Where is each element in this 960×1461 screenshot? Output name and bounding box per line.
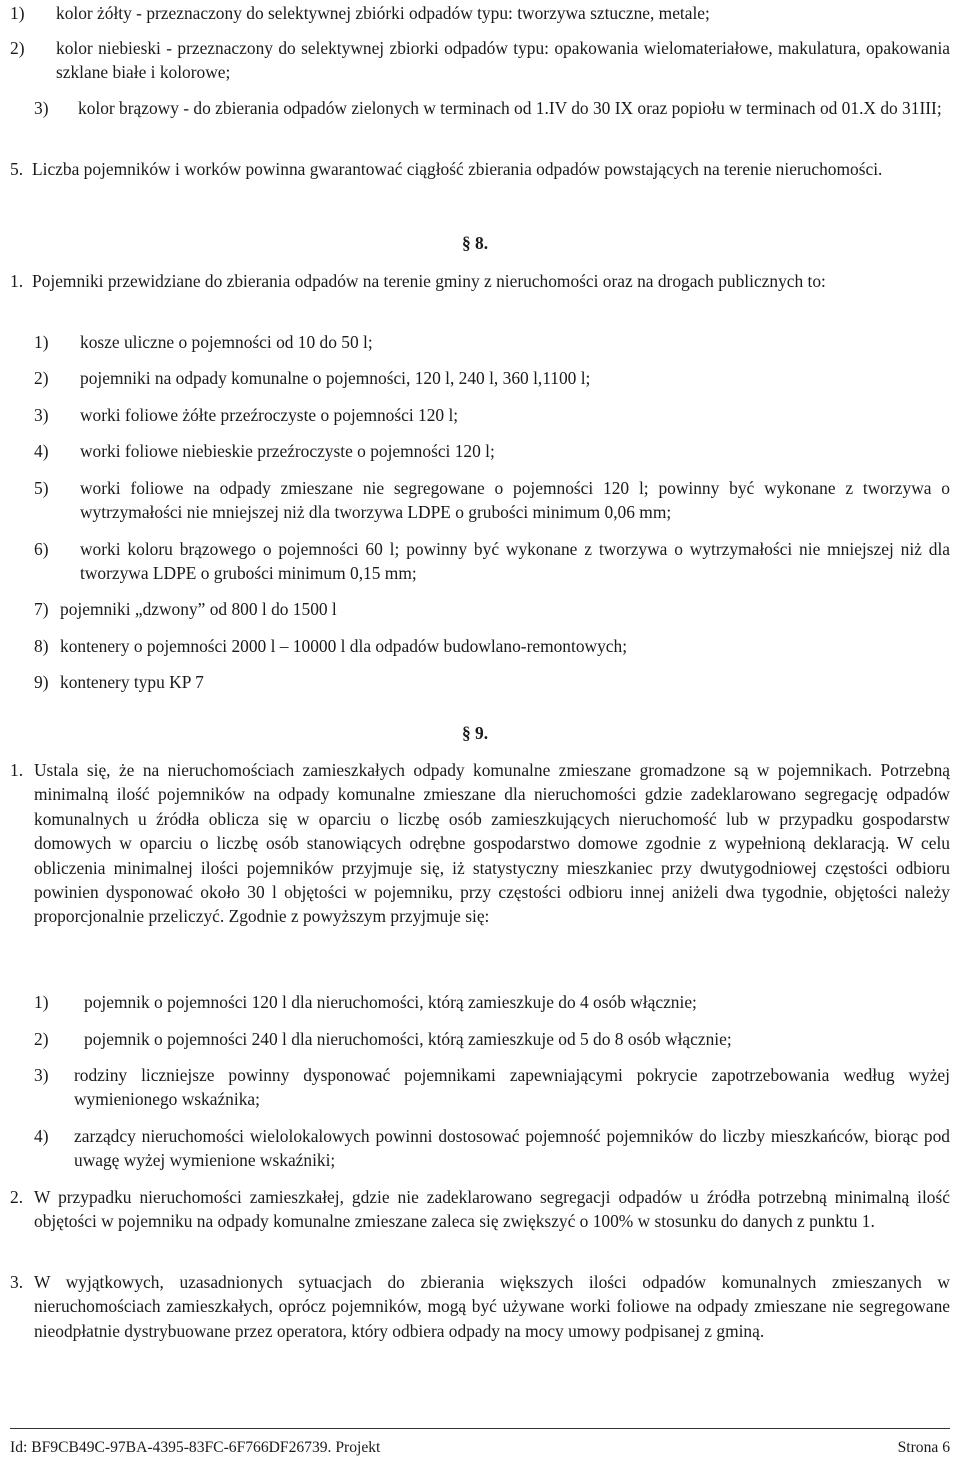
item-number: 4) xyxy=(34,441,49,461)
paragraph-text: Pojemniki przewidziane do zbierania odpadów na terenie gminy z nieruchomości oraz na drogach publicznych to: xyxy=(32,271,826,291)
paragraph-number: 1. xyxy=(10,760,24,780)
paragraph-number: 2. xyxy=(10,1187,24,1207)
list-number: 1) xyxy=(10,3,25,23)
item-text: pojemnik o pojemności 240 l dla nieruchomości, którą zamieszkuje od 5 do 8 osób włącznie; xyxy=(84,1029,732,1049)
list-number: 2) xyxy=(10,38,25,58)
footer-page-number: Strona 6 xyxy=(897,1439,950,1456)
item-number: 2) xyxy=(34,1029,49,1049)
item-text: worki foliowe niebieskie przeźroczyste o pojemności 120 l; xyxy=(80,441,495,461)
item-text: worki foliowe żółte przeźroczyste o pojemności 120 l; xyxy=(80,405,459,425)
section-9-paragraph-1 xyxy=(10,758,950,929)
section-8-paragraph-1 xyxy=(10,269,950,293)
item-text: kontenery typu KP 7 xyxy=(60,672,204,692)
section-9-item xyxy=(34,990,950,1014)
point-number: 5. xyxy=(10,159,24,179)
point-5 xyxy=(10,157,950,181)
item-number: 7) xyxy=(34,599,49,619)
list-text: kolor żółty - przeznaczony do selektywnej zbiórki odpadów typu: tworzywa sztuczne, metale; xyxy=(56,3,710,23)
point-text: Liczba pojemników i worków powinna gwarantować ciągłość zbierania odpadów powstających na terenie nieruchomości. xyxy=(32,159,883,179)
list-text: kolor niebieski - przeznaczony do selektywnej zbiorki odpadów typu: opakowania wielomateriałowe, makulatura, opakowania szklane białe i kolorowe; xyxy=(56,38,950,83)
item-number: 6) xyxy=(34,539,49,559)
section-8-item xyxy=(34,670,950,694)
item-number: 3) xyxy=(34,1065,49,1085)
item-text: kontenery o pojemności 2000 l – 10000 l dla odpadów budowlano-remontowych; xyxy=(60,636,628,656)
section-8-item xyxy=(34,597,950,621)
intro-list-item xyxy=(10,1,950,25)
item-number: 1) xyxy=(34,992,49,1012)
footer-divider xyxy=(10,1428,950,1429)
paragraph-number: 3. xyxy=(10,1272,24,1292)
list-text: kolor brązowy - do zbierania odpadów zielonych w terminach od 1.IV do 30 IX oraz popiołu w terminach od 01.X do 31III; xyxy=(78,98,942,118)
footer-document-id: Id: BF9CB49C-97BA-4395-83FC-6F766DF26739. Projekt xyxy=(10,1439,381,1456)
section-8-item xyxy=(34,403,950,427)
item-number: 5) xyxy=(34,478,49,498)
paragraph-text: W wyjątkowych, uzasadnionych sytuacjach do zbierania większych ilości odpadów komunalnych zmieszanych w nieruchomościach zamieszkałych, oprócz pojemników, mogą być używane worki foliowe na odpady zmieszane nie segregowane nieodpłatnie dystrybuowane przez operatora, który odbiera odpady na mocy umowy podpisanej z gminą. xyxy=(34,1272,950,1341)
item-number: 2) xyxy=(34,368,49,388)
section-9-item xyxy=(34,1124,950,1173)
item-text: rodziny liczniejsze powinny dysponować pojemnikami zapewniającymi pokrycie zapotrzebowania według wyżej wymienionego wskaźnika; xyxy=(74,1065,950,1110)
intro-list-item xyxy=(34,96,950,120)
item-text: pojemnik o pojemności 120 l dla nieruchomości, którą zamieszkuje do 4 osób włącznie; xyxy=(84,992,697,1012)
section-8-item xyxy=(34,476,950,525)
item-number: 3) xyxy=(34,405,49,425)
section-8-heading: § 8. xyxy=(462,233,489,253)
section-9-item xyxy=(34,1027,950,1051)
item-text: kosze uliczne o pojemności od 10 do 50 l; xyxy=(80,332,373,352)
section-8-item xyxy=(34,537,950,586)
item-number: 1) xyxy=(34,332,49,352)
section-9-paragraph-3 xyxy=(10,1270,950,1343)
item-number: 4) xyxy=(34,1126,49,1146)
section-8-item xyxy=(34,366,950,390)
item-number: 8) xyxy=(34,636,49,656)
list-number: 3) xyxy=(34,98,49,118)
section-8-item xyxy=(34,330,950,354)
section-9-heading: § 9. xyxy=(462,723,489,743)
section-9-item xyxy=(34,1063,950,1112)
section-8-item xyxy=(34,634,950,658)
item-text: worki koloru brązowego o pojemności 60 l; powinny być wykonane z tworzywa o wytrzymałości nie mniejszej niż dla tworzywa LDPE o grubości minimum 0,15 mm; xyxy=(80,539,950,584)
item-text: worki foliowe na odpady zmieszane nie segregowane o pojemności 120 l; powinny być wykonane z tworzywa o wytrzymałości nie mniejszej niż dla tworzywa LDPE o grubości minimum 0,06 mm; xyxy=(80,478,950,523)
paragraph-text: Ustala się, że na nieruchomościach zamieszkałych odpady komunalne zmieszane gromadzone są w pojemnikach. Potrzebną minimalną ilość pojemników na odpady komunalne zmieszane dla nieruchomości gdzie zadeklarowano segregację odpadów komunalnych u źródła oblicza się w oparciu o liczbę osób zamieszkujących nieruchomość lub w przypadku gospodarstw domowych w oparciu o liczbę osób stanowiących odrębne gospodarstwo domowe zgodnie z wypełnioną deklaracją. W celu obliczenia minimalnej ilości pojemników przyjmuje się, iż statystyczny mieszkaniec przy dwutygodniowej częstości odbioru powinien dysponować około 30 l objętości w pojemniku, przy częstości odbioru innej aniżeli dwa tygodnie, objętości należy proporcjonalnie przeliczyć. Zgodnie z powyższym przyjmuje się: xyxy=(34,760,950,927)
item-text: pojemniki „dzwony” od 800 l do 1500 l xyxy=(60,599,337,619)
paragraph-number: 1. xyxy=(10,271,24,291)
item-text: zarządcy nieruchomości wielolokalowych powinni dostosować pojemność pojemników do liczby mieszkańców, biorąc pod uwagę wyżej wymienione wskaźniki; xyxy=(74,1126,950,1171)
item-number: 9) xyxy=(34,672,49,692)
intro-list-item xyxy=(10,36,950,85)
section-9-paragraph-2 xyxy=(10,1185,950,1234)
paragraph-text: W przypadku nieruchomości zamieszkałej, gdzie nie zadeklarowano segregacji odpadów u źródła potrzebną minimalną ilość objętości w pojemniku na odpady komunalne zmieszane zaleca się zwiększyć o 100% w stosunku do danych z punktu 1. xyxy=(34,1187,950,1232)
section-8-item xyxy=(34,439,950,463)
item-text: pojemniki na odpady komunalne o pojemności, 120 l, 240 l, 360 l,1100 l; xyxy=(80,368,591,388)
